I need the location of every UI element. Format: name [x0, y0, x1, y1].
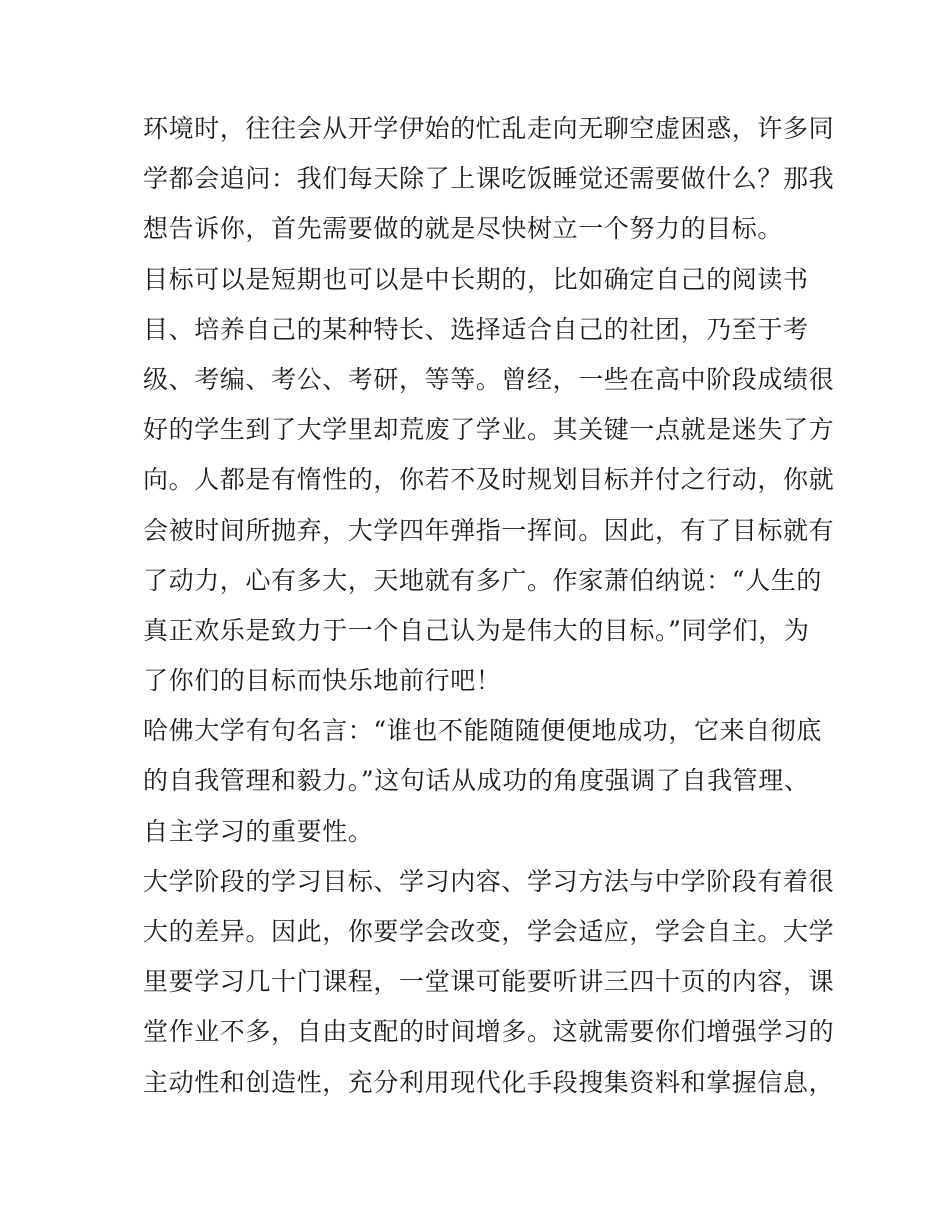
text-line: 级、考编、考公、考研，等等。曾经，一些在高中阶段成绩很	[143, 364, 835, 394]
text-line: 堂作业不多，自由支配的时间增多。这就需要你们增强学习的	[143, 1017, 835, 1047]
text-line: 想告诉你，首先需要做的就是尽快树立一个努力的目标。	[143, 214, 784, 244]
text-line: 大学阶段的学习目标、学习内容、学习方法与中学阶段有着很	[143, 866, 835, 896]
text-line: 主动性和创造性，充分利用现代化手段搜集资料和掌握信息，	[143, 1067, 835, 1097]
text-line: 里要学习几十门课程，一堂课可能要听讲三四十页的内容，课	[143, 967, 835, 997]
text-line: 向。人都是有惰性的，你若不及时规划目标并付之行动，你就	[143, 465, 835, 495]
text-line: 了你们的目标而快乐地前行吧！	[143, 666, 502, 696]
text-line: 大的差异。因此，你要学会改变，学会适应，学会自主。大学	[143, 917, 835, 946]
text-line: 的自我管理和毅力。”这句话从成功的角度强调了自我管理、	[143, 766, 810, 796]
text-line: 目标可以是短期也可以是中长期的，比如确定自己的阅读书	[143, 264, 809, 294]
body-text	[143, 104, 835, 1108]
text-line: 哈佛大学有句名言：“谁也不能随随便便地成功，它来自彻底	[143, 716, 822, 746]
text-line: 了动力，心有多大，天地就有多广。作家萧伯纳说：“人生的	[143, 565, 822, 595]
text-line: 自主学习的重要性。	[143, 816, 374, 846]
text-line: 学都会追问：我们每天除了上课吃饭睡觉还需要做什么？那我	[143, 164, 835, 194]
text-line: 好的学生到了大学里却荒废了学业。其关键一点就是迷失了方	[143, 415, 835, 445]
text-line: 环境时，往往会从开学伊始的忙乱走向无聊空虚困惑，许多同	[143, 114, 835, 143]
text-line: 目、培养自己的某种特长、选择适合自己的社团，乃至于考	[143, 314, 809, 344]
text-line: 真正欢乐是致力于一个自己认为是伟大的目标。”同学们，为	[143, 615, 810, 645]
text-line: 会被时间所抛弃，大学四年弹指一挥间。因此，有了目标就有	[143, 515, 835, 545]
